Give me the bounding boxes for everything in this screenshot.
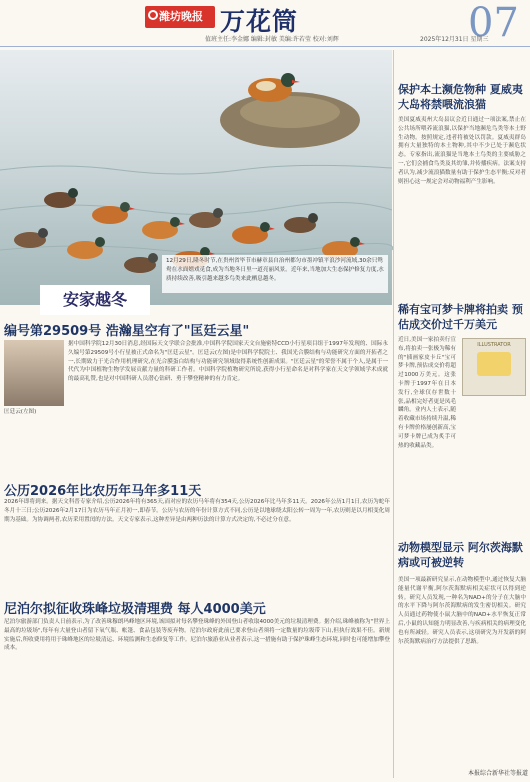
- portrait-label: 匡廷云(左图): [4, 409, 37, 415]
- right3-body: 美国一项最新研究显示,在动物模型中,通过恢复大脑能量代谢平衡,阿尔茨海默病相关症状可以得到逆转。研究人员发现,一种名为NAD+的分子在大脑中的水平下降与阿尔茨海默病的发生密切相关。研究人员通过药物使小鼠大脑中的NAD+水平恢复正常后,小鼠的认知能力明显改善,与疾病相关的病理变化也有所减轻。研究人员表示,这项研究为开发新的阿尔茨海默病治疗方法提供了思路。: [398, 577, 526, 645]
- source-note: 本报综合新华社等报道: [467, 770, 528, 777]
- right3-title: 动物模型显示 阿尔茨海默病或可被逆转: [398, 541, 523, 569]
- portrait-photo: [4, 340, 64, 406]
- page-header: [0, 0, 530, 52]
- card-artwork: [477, 352, 511, 376]
- right1-title: 保护本土濒危物种 夏威夷大岛将禁喂流浪猫: [398, 83, 523, 111]
- logo-mark-icon: [148, 10, 158, 20]
- pokemon-card-image: [462, 338, 526, 396]
- feature-title: 安家越冬: [40, 285, 150, 315]
- article3-body: 尼泊尔旅游部门负责人日前表示,为了改善珠穆朗玛峰地区环境,该国拟对每名攀登珠峰的外国登山者收取4000美元的垃圾清理费。据介绍,珠峰被称为"世界上最高的垃圾场",每年有大量登山者留下氧气瓶、帐篷、食品包装等废弃物。尼泊尔政府此前已要求登山者须将一定数量的垃圾带下山,但执行效果不佳。新规实施后,所收费用将用于珠峰地区的垃圾清运、环境监测和生态修复等工作。尼泊尔旅游业从业者表示,这一措施有助于保护珠峰生态环境,同时也可能增加攀登成本。: [4, 619, 390, 652]
- editor-credits: 值班主任:李金娜 编辑:封敏 美编:许若莹 校对:刘辉: [205, 36, 339, 43]
- issue-date: 2025年12月31日 星期三: [420, 36, 489, 43]
- header-divider: [0, 46, 530, 47]
- page-number: 07: [468, 0, 519, 46]
- article1-body: 据中国科学院12月30日消息,经国际天文学联合会批准,中国科学院国家天文台施密特CCD小行星项目组于1997年发现的、国际永久编号第29509号小行星被正式命名为"匡廷云星"。匡廷云(左图)是中国科学院院士、我国光合膜结构与功能研究方面的开拓者之一,长期致力于光合作用机理研究,在光合膜蛋白结构与功能研究领域取得系统性创新成果。"匡廷云星"的荣誉不属于个人,是属于一代代为中国植物生物学发展贡献力量的科研工作者。中国科学院植物研究所说,获得小行星命名是对科学家在天文学领域学术成就的最高礼赞,也是对中国科研人员潜心钻研、勇于攀登精神的有力肯定。: [68, 341, 388, 383]
- article3-title: 尼泊尔拟征收珠峰垃圾清理费 每人4000美元: [4, 602, 266, 617]
- right2-title: 稀有宝可梦卡牌将拍卖 预估成交价过千万美元: [398, 303, 523, 331]
- photo-caption: 12月29日,隆冬时节,在贵州省毕节市赫章县自治州都匀市墨冲镇平浪沙河流域,30余只鸳鸯在水面嬉戏觅食,成为当地冬日里一道亮丽风景。近年来,当地加大生态保护修复力度,水质持续改善,吸引越来越多鸟类来此栖息越冬。: [162, 255, 388, 293]
- right2-body: 近日,美国一家拍卖行宣布,将拍卖一张极为稀有的"插画家皮卡丘"宝可梦卡牌,预估成交价将超过1000万美元。这张卡牌于1997年在日本发行,全球仅存世数十张,品相完好者更是凤毛麟角。业内人士表示,随着收藏市场持续升温,稀有卡牌价格屡创新高,宝可梦卡牌已成为炙手可热的收藏品类。: [398, 337, 456, 449]
- right1-body: 美国夏威夷州大岛县议会近日通过一项法案,禁止在公共场所喂养流浪猫,以保护当地濒危鸟类等本土野生动物。按照规定,违者将被处以罚款。夏威夷群岛拥有大量独特的本土物种,其中不少已处于濒危状态。专家指出,流浪猫是当地本土鸟类的主要威胁之一,它们会捕食鸟类及其幼雏,并传播疾病。法案支持者认为,减少流浪猫数量有助于保护生态平衡;反对者则担心这一规定会对动物福利产生影响。: [398, 117, 526, 185]
- article2-body: 2026年即将到来。据天文科普专家介绍,公历2026年将有365天,而对应的农历马年将有354天,公历2026年比马年多11天。2026年公历1月1日,农历为蛇年冬月十三日;公历2026年2月17日为农历马年正月初一,即春节。公历与农历的年份计算方式不同,公历是以地球绕太阳公转一周为一年,农历则是以月相变化周期为基础。为协调两者,农历采用置闰的方法。天文专家表示,这种差异是由两种历法的计算方式决定的,不必过分在意。: [4, 499, 390, 523]
- masthead-logo: 潍坊晚报: [145, 6, 215, 28]
- article1-title: 编号第29509号 浩瀚星空有了"匡廷云星": [4, 324, 250, 339]
- column-divider: [393, 50, 394, 778]
- card-label: ILLUSTRATOR: [477, 342, 511, 348]
- article2-title: 公历2026年比农历年马年多11天: [4, 484, 202, 499]
- section-title: 万花筒: [220, 7, 299, 36]
